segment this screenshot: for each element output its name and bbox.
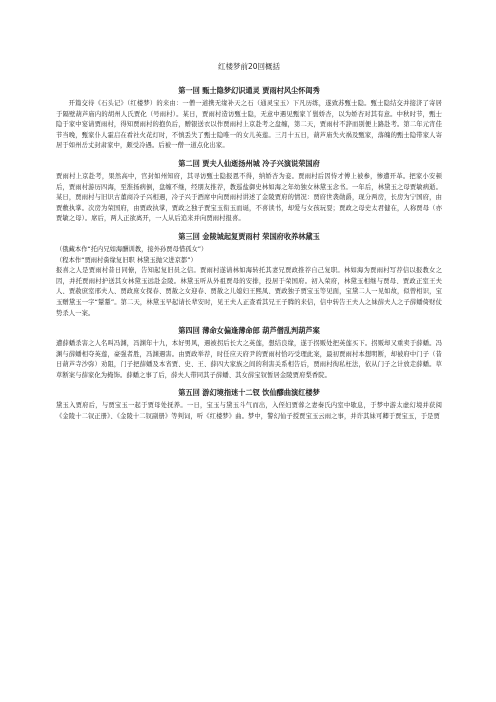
chapter-heading: 第二回 贾夫人仙逝扬州城 冷子兴演说荣国府 [178, 158, 320, 168]
chapter-heading: 第五回 游幻境指迷十二钗 饮仙醪曲演红楼梦 [178, 388, 320, 398]
alternate-title-note: （程本作“贾雨村夤缘复旧职 林黛玉抛父进京都”） [56, 256, 197, 264]
chapter-paragraph: 报喜之人是贾雨村昔日同僚，告知起复旧员之信。贾雨村遂请林如海转托其妻兄贾政推荐自己复职。林如海为贾雨村写荐信以报教女之因，并托贾雨村护送其女林黛玉远赴金陵。林黛玉听从外祖贾母的安排，投居于荣国府。初入荣府，林黛玉相继与贾母、贾政正室王夫人、贾赦庶室邢夫人、贾政庶女探春、贾赦之女迎春、贾赦之儿媳妇王熙凤、贾政独子贾宝玉等见面，宝黛二人一见如故，似曾相识，宝玉赠黛玉一字“颦颦”。第二天，林黛玉早起请长辈安时，见王夫人正查看其兄王子腾的来信，信中转告王夫人之妹薛夫人之子薛蟠倚财仗势杀人一案。 [56, 267, 442, 317]
chapter-paragraph: 开篇交待《石头记》（红楼梦）的来由：一僧一道携无缘补天之石（通灵宝玉）下凡历练，遂致苏甄士隐。甄士隐结交并接济了寄居于隔壁葫芦庙内的胡州人氏贾化（号雨村）。某日，贾雨村造访甄士隐，无意中遇见甄家丫鬟娇杏，以为娇杏对其有意。中秋时节，甄士隐于家中宴请贾雨村，得知贾雨村的抱负后，赠银送衣以作贾雨村上京赴考之盘缠，第二天，贾雨村不辞而别便上路赴考。第二年元宵佳节当晚，甄家仆人霍启在看社火花灯时，不慎丢失了甄士隐唯一的女儿英莲。三月十五日，葫芦庙失火祸及甄家，落魄的甄士隐带家人寄居于如州岳丈封肃家中，颇受冷遇。后被一僧一道点化出家。 [56, 100, 442, 150]
chapter-3 [56, 231, 442, 319]
chapter-2 [56, 158, 442, 225]
chapter-heading: 第一回 甄士隐梦幻识通灵 贾雨村风尘怀闺秀 [178, 86, 320, 95]
chapter-paragraph: 遭薛蟠杀害之人名叫冯渊，冯渊年十九，本好男风，遇被拐后长大之英莲，想结良缘，遂于拐贩处把英莲买下。拐贩却又重卖于薛蟠。冯渊与薛蟠相夺英莲，豪强者胜，冯渊遇害。由贾政举荐，时任应天府尹的贾雨村恰巧受理此案，最初贾雨村本想明断，却被府中门子（昔日葫芦寺沙弥）劝阻，门子把薛蟠及本省贾、史、王、薛四大家族之间的利害关系相告后，贾雨村徇私枉法，依从门子之计放走薛蟠。草草断案与薛家化为掩饰。薛蟠之事了后，薛夫人带同其子薛蟠、其女薛宝钗暂居金陵贾府梨香院。 [56, 340, 442, 379]
chapter-heading: 第三回 金陵城起复贾雨村 荣国府收养林黛玉 [178, 231, 320, 241]
chapter-paragraph: 贾雨村上京赴考，果然高中，官封如州知府，其寻访甄士隐报恩不得，纳娇杏为妾。贾雨村后因恃才傅上被参，惨遭开革。把家小安顿后，贾雨村游历四海，至淮扬病倒，盘缠不继，经朋友推荐，教巡盐御史林如海之年幼独女林黛玉念书。一年后，林黛玉之母贾敏病逝。某日，贾雨村与旧识古董商冷子兴相遇，冷子兴于酒席中向贾雨村讲述了金陵贾府的情况：贾府世袭勋爵，现分两房，长房为宁国府，由贾敷执掌。次房为荣国府，由贾政执掌，贾政之独子贾宝玉衔玉而诞，不喜读书，却爱与女孩玩耍；贾政之母史太君健在，人称贾母（亦贾敏之母）。席后，两人正欲离开，一人从后追来并向贾雨村报喜。 [56, 172, 442, 223]
chapter-4 [56, 325, 442, 381]
chapter-5 [56, 387, 442, 422]
alternate-title-note: （俄藏本作“托内兄如海酬训教，接外孙贾母惜孤女”） [56, 245, 208, 253]
chapter-1 [56, 85, 442, 152]
document-title: 红楼梦前20回概括 [217, 62, 281, 71]
chapter-heading: 第四回 薄命女偏逢薄命郎 葫芦僧乱判葫芦案 [178, 326, 320, 336]
chapter-paragraph: 黛玉入贾府后，与贾宝玉一起于贾母处抚养。一日，宝玉与黛玉斗气而出，入侄妇贾蓉之妻秦氏内室中歇息，于梦中游太虚幻境并获阅《金陵十二钗正册》、《金陵十二钗副册》等判词，听《红楼梦》曲。梦中，警幻仙子授贾宝玉云雨之事，并许其妹可卿于贾宝玉，于是贾 [56, 402, 442, 421]
